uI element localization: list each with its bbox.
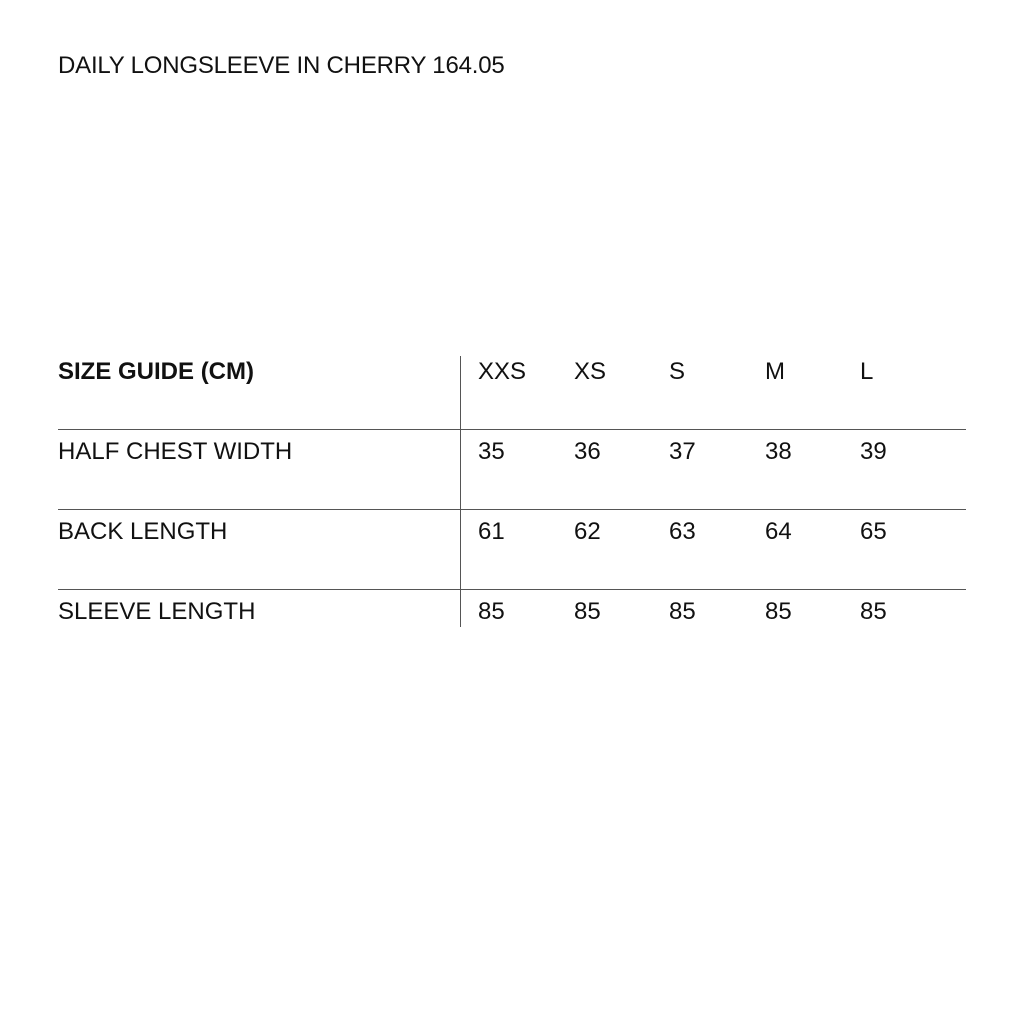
- size-header-m: M: [765, 358, 785, 385]
- table-row: [58, 590, 966, 627]
- measurement-value: 36: [574, 438, 601, 465]
- measurement-value: 85: [574, 598, 601, 625]
- size-header-xxs: XXS: [478, 358, 527, 385]
- measurement-value: 85: [669, 598, 696, 625]
- measurement-value: 65: [860, 518, 887, 545]
- table-row: [58, 510, 966, 590]
- measurement-value: 85: [765, 598, 792, 625]
- measurement-value: 61: [478, 518, 505, 545]
- measurement-value: 37: [669, 438, 696, 465]
- product-title: DAILY LONGSLEEVE IN CHERRY 164.05: [58, 52, 505, 79]
- measurement-value: 38: [765, 438, 792, 465]
- measurement-value: 85: [860, 598, 887, 625]
- measurement-value: 85: [478, 598, 505, 625]
- measurement-label: HALF CHEST WIDTH: [58, 438, 293, 465]
- size-header-s: S: [669, 358, 686, 385]
- measurement-value: 63: [669, 518, 696, 545]
- measurement-value: 35: [478, 438, 505, 465]
- size-header-xs: XS: [574, 358, 607, 385]
- measurement-value: 64: [765, 518, 792, 545]
- size-header-l: L: [860, 358, 874, 385]
- table-row: [58, 430, 966, 510]
- size-guide-table: [58, 356, 966, 627]
- measurement-label: SLEEVE LENGTH: [58, 598, 256, 625]
- table-header-row: [58, 356, 966, 430]
- measurement-label: BACK LENGTH: [58, 518, 228, 545]
- size-guide-heading: SIZE GUIDE (CM): [58, 358, 254, 385]
- measurement-value: 39: [860, 438, 887, 465]
- measurement-value: 62: [574, 518, 601, 545]
